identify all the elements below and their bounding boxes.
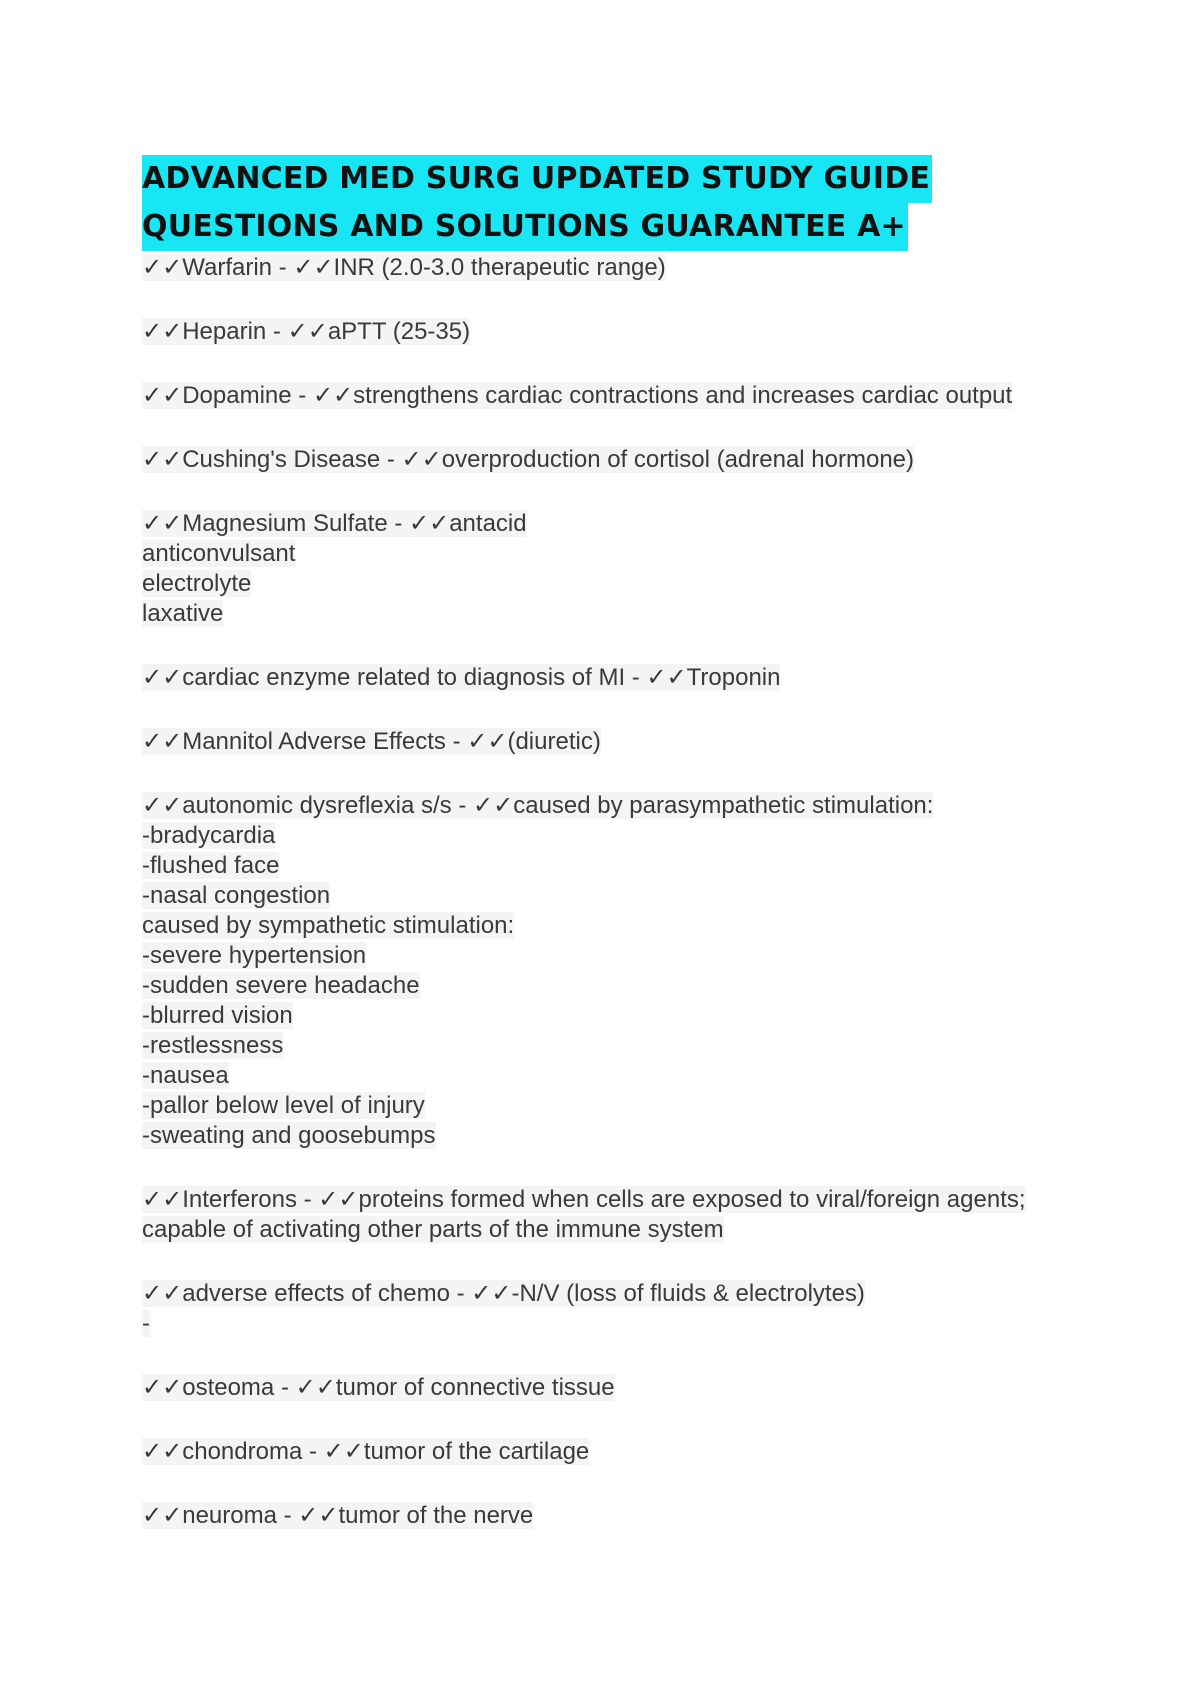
entry-line [142,791,1082,821]
entry-line [142,971,1082,1001]
document-title [142,155,1082,251]
entry-text: -nasal congestion [142,882,331,909]
entry-line [142,941,1082,971]
entry-line [142,381,1082,411]
entry-text: ✓✓Interferons - ✓✓proteins formed when cells are exposed to viral/foreign agents; [142,1186,1026,1213]
entry-text: laxative [142,600,224,627]
entry-text: -nausea [142,1062,229,1089]
flashcard-entry [142,1279,1082,1339]
entry-line [142,663,1082,693]
entry-text: -sudden severe headache [142,972,420,999]
entry-text: -bradycardia [142,822,276,849]
flashcard-entry [142,663,1082,693]
entry-line [142,1091,1082,1121]
entry-text: -flushed face [142,852,280,879]
entry-line [142,1309,1082,1339]
flashcard-entry [142,381,1082,411]
entry-line [142,317,1082,347]
entry-text: ✓✓adverse effects of chemo - ✓✓-N/V (loss of fluids & electrolytes) [142,1280,865,1307]
entry-text: electrolyte [142,570,252,597]
entry-line [142,569,1082,599]
entry-line [142,851,1082,881]
flashcard-entry [142,727,1082,757]
entry-text: ✓✓chondroma - ✓✓tumor of the cartilage [142,1438,590,1465]
entry-line [142,1279,1082,1309]
entry-text: - [142,1310,150,1337]
document-page [142,155,1082,1565]
flashcard-entry [142,791,1082,1151]
entry-line [142,1121,1082,1151]
entry-line [142,911,1082,941]
entry-line [142,1061,1082,1091]
entry-line [142,1437,1082,1467]
flashcard-entry [142,1437,1082,1467]
entry-text: -restlessness [142,1032,284,1059]
entry-text: caused by sympathetic stimulation: [142,912,515,939]
entry-line [142,599,1082,629]
entry-text: ✓✓Dopamine - ✓✓strengthens cardiac contractions and increases cardiac output [142,382,1013,409]
entry-line [142,253,1082,283]
entry-text: ✓✓cardiac enzyme related to diagnosis of MI - ✓✓Troponin [142,664,781,691]
entry-text: ✓✓Cushing's Disease - ✓✓overproduction of cortisol (adrenal hormone) [142,446,915,473]
flashcard-entry [142,1185,1082,1245]
flashcard-entry [142,317,1082,347]
entry-line [142,881,1082,911]
entry-text: ✓✓Magnesium Sulfate - ✓✓antacid [142,510,527,537]
entry-text: -sweating and goosebumps [142,1122,436,1149]
entry-text: -severe hypertension [142,942,367,969]
entry-line [142,727,1082,757]
entry-text: -pallor below level of injury [142,1092,425,1119]
entry-line [142,1031,1082,1061]
flashcard-entry [142,1373,1082,1403]
title-line-1: ADVANCED MED SURG UPDATED STUDY GUIDE [142,155,932,203]
entry-line [142,445,1082,475]
entry-text: anticonvulsant [142,540,296,567]
entry-text: ✓✓Heparin - ✓✓aPTT (25-35) [142,318,471,345]
entry-line [142,1501,1082,1531]
entry-text: ✓✓osteoma - ✓✓tumor of connective tissue [142,1374,615,1401]
entry-text: ✓✓autonomic dysreflexia s/s - ✓✓caused by parasympathetic stimulation: [142,792,934,819]
flashcard-entry [142,445,1082,475]
entry-line [142,539,1082,569]
entry-line [142,1373,1082,1403]
entry-text: -blurred vision [142,1002,293,1029]
entry-line [142,1185,1082,1215]
entry-text: capable of activating other parts of the immune system [142,1216,724,1243]
entry-text: ✓✓Warfarin - ✓✓INR (2.0-3.0 therapeutic range) [142,254,666,281]
entry-text: ✓✓neuroma - ✓✓tumor of the nerve [142,1502,534,1529]
flashcard-entry [142,509,1082,629]
flashcard-entry [142,1501,1082,1531]
entry-line [142,821,1082,851]
flashcard-entry [142,253,1082,283]
entry-line [142,1215,1082,1245]
entry-line [142,509,1082,539]
flashcard-list [142,253,1082,1531]
entry-text: ✓✓Mannitol Adverse Effects - ✓✓(diuretic) [142,728,601,755]
entry-line [142,1001,1082,1031]
title-line-2: QUESTIONS AND SOLUTIONS GUARANTEE A+ [142,203,908,251]
